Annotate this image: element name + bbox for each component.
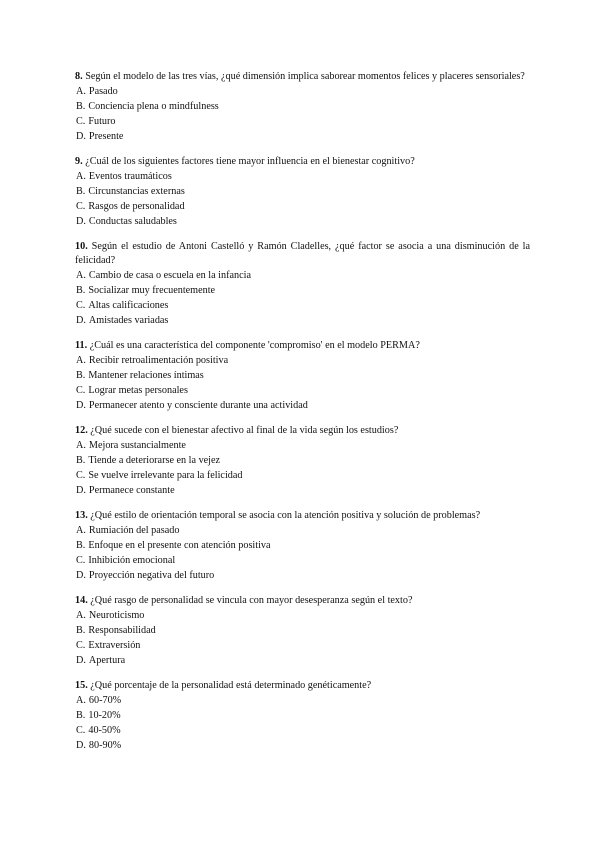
question-block <box>75 339 530 413</box>
option-text: Responsabilidad <box>88 625 156 636</box>
answer-option <box>75 723 530 738</box>
question-stem <box>75 424 530 438</box>
option-letter: D. <box>76 400 86 411</box>
option-letter: C. <box>76 640 86 651</box>
answer-option <box>75 368 530 383</box>
option-letter: B. <box>76 540 86 551</box>
option-text: Neuroticismo <box>88 610 145 621</box>
option-letter: C. <box>76 470 86 481</box>
answer-option <box>75 568 530 583</box>
option-text: Proyección negativa del futuro <box>88 570 215 581</box>
option-text: Permanecer atento y consciente durante una actividad <box>88 400 308 411</box>
answer-option <box>75 608 530 623</box>
answer-option <box>75 653 530 668</box>
answer-option <box>75 214 530 229</box>
question-text: ¿Qué rasgo de personalidad se vincula con mayor desesperanza según el texto? <box>90 595 413 606</box>
option-text: Permanece constante <box>88 485 175 496</box>
question-list <box>75 70 530 764</box>
option-text: Apertura <box>88 655 126 666</box>
answer-option <box>75 169 530 184</box>
answer-option <box>75 199 530 214</box>
question-block <box>75 424 530 498</box>
answer-option <box>75 313 530 328</box>
question-stem <box>75 679 530 693</box>
option-list <box>75 608 530 668</box>
question-block <box>75 240 530 328</box>
option-text: Lograr metas personales <box>88 385 188 396</box>
option-letter: B. <box>76 186 86 197</box>
option-list <box>75 268 530 328</box>
option-list <box>75 84 530 144</box>
option-text: Conciencia plena o mindfulness <box>88 101 219 112</box>
option-letter: B. <box>76 625 86 636</box>
answer-option <box>75 453 530 468</box>
option-letter: D. <box>76 570 86 581</box>
answer-option <box>75 353 530 368</box>
answer-option <box>75 623 530 638</box>
answer-option <box>75 298 530 313</box>
question-number: 8. <box>75 71 83 82</box>
option-text: 40-50% <box>88 725 121 736</box>
option-text: Mejora sustancialmente <box>88 440 186 451</box>
option-text: 60-70% <box>88 695 122 706</box>
option-letter: A. <box>76 440 86 451</box>
option-letter: B. <box>76 455 86 466</box>
question-text: Según el modelo de las tres vías, ¿qué dimensión implica saborear momentos felices y placeres sensoriales? <box>85 71 525 82</box>
answer-option <box>75 523 530 538</box>
question-number: 11. <box>75 340 88 351</box>
option-letter: A. <box>76 171 86 182</box>
option-letter: D. <box>76 485 86 496</box>
answer-option <box>75 738 530 753</box>
option-list <box>75 693 530 753</box>
option-letter: A. <box>76 355 86 366</box>
question-number: 12. <box>75 425 88 436</box>
option-letter: C. <box>76 300 86 311</box>
option-letter: D. <box>76 740 86 751</box>
option-text: Inhibición emocional <box>88 555 176 566</box>
question-stem <box>75 70 530 84</box>
option-text: Se vuelve irrelevante para la felicidad <box>88 470 243 481</box>
option-text: Presente <box>88 131 124 142</box>
option-text: Socializar muy frecuentemente <box>88 285 216 296</box>
option-letter: B. <box>76 370 86 381</box>
question-stem <box>75 240 530 268</box>
option-text: 80-90% <box>88 740 122 751</box>
option-letter: A. <box>76 86 86 97</box>
option-text: Conductas saludables <box>88 216 177 227</box>
question-text: Según el estudio de Antoni Castelló y Ramón Cladelles, ¿qué factor se asocia a una disminución de la felicidad? <box>75 241 530 266</box>
question-stem <box>75 509 530 523</box>
option-letter: C. <box>76 725 86 736</box>
answer-option <box>75 129 530 144</box>
option-letter: B. <box>76 710 86 721</box>
option-letter: A. <box>76 525 86 536</box>
option-text: Rasgos de personalidad <box>88 201 185 212</box>
option-list <box>75 353 530 413</box>
question-number: 10. <box>75 241 88 252</box>
option-letter: D. <box>76 315 86 326</box>
question-block <box>75 70 530 144</box>
answer-option <box>75 553 530 568</box>
answer-option <box>75 283 530 298</box>
option-text: Circunstancias externas <box>88 186 185 197</box>
option-letter: D. <box>76 131 86 142</box>
option-list <box>75 169 530 229</box>
option-letter: A. <box>76 610 86 621</box>
option-text: Eventos traumáticos <box>88 171 172 182</box>
question-text: ¿Qué porcentaje de la personalidad está determinado genéticamente? <box>90 680 372 691</box>
question-stem <box>75 339 530 353</box>
option-letter: C. <box>76 555 86 566</box>
option-letter: D. <box>76 216 86 227</box>
question-text: ¿Cuál de los siguientes factores tiene mayor influencia en el bienestar cognitivo? <box>85 156 415 167</box>
answer-option <box>75 638 530 653</box>
option-letter: B. <box>76 101 86 112</box>
option-list <box>75 438 530 498</box>
answer-option <box>75 268 530 283</box>
option-text: Rumiación del pasado <box>88 525 180 536</box>
answer-option <box>75 468 530 483</box>
question-block <box>75 594 530 668</box>
answer-option <box>75 398 530 413</box>
option-letter: D. <box>76 655 86 666</box>
answer-option <box>75 99 530 114</box>
question-number: 15. <box>75 680 88 691</box>
answer-option <box>75 84 530 99</box>
question-block <box>75 155 530 229</box>
question-text: ¿Cuál es una característica del componente 'compromiso' en el modelo PERMA? <box>89 340 420 351</box>
option-text: Pasado <box>88 86 118 97</box>
question-block <box>75 509 530 583</box>
answer-option <box>75 708 530 723</box>
question-text: ¿Qué sucede con el bienestar afectivo al final de la vida según los estudios? <box>90 425 399 436</box>
option-text: Recibir retroalimentación positiva <box>88 355 229 366</box>
option-text: Cambio de casa o escuela en la infancia <box>88 270 251 281</box>
option-letter: B. <box>76 285 86 296</box>
option-text: 10-20% <box>88 710 121 721</box>
question-text: ¿Qué estilo de orientación temporal se asocia con la atención positiva y solución de problemas? <box>90 510 481 521</box>
answer-option <box>75 483 530 498</box>
option-letter: A. <box>76 270 86 281</box>
question-stem <box>75 594 530 608</box>
option-list <box>75 523 530 583</box>
question-number: 14. <box>75 595 88 606</box>
question-number: 9. <box>75 156 83 167</box>
option-text: Tiende a deteriorarse en la vejez <box>88 455 221 466</box>
option-letter: A. <box>76 695 86 706</box>
answer-option <box>75 114 530 129</box>
answer-option <box>75 383 530 398</box>
option-letter: C. <box>76 116 86 127</box>
option-text: Enfoque en el presente con atención positiva <box>88 540 271 551</box>
answer-option <box>75 693 530 708</box>
option-text: Altas calificaciones <box>88 300 169 311</box>
option-text: Mantener relaciones íntimas <box>88 370 204 381</box>
answer-option <box>75 538 530 553</box>
answer-option <box>75 438 530 453</box>
question-stem <box>75 155 530 169</box>
option-letter: C. <box>76 201 86 212</box>
option-text: Futuro <box>88 116 116 127</box>
option-text: Amistades variadas <box>88 315 169 326</box>
option-text: Extraversión <box>88 640 141 651</box>
question-block <box>75 679 530 753</box>
answer-option <box>75 184 530 199</box>
option-letter: C. <box>76 385 86 396</box>
question-number: 13. <box>75 510 88 521</box>
